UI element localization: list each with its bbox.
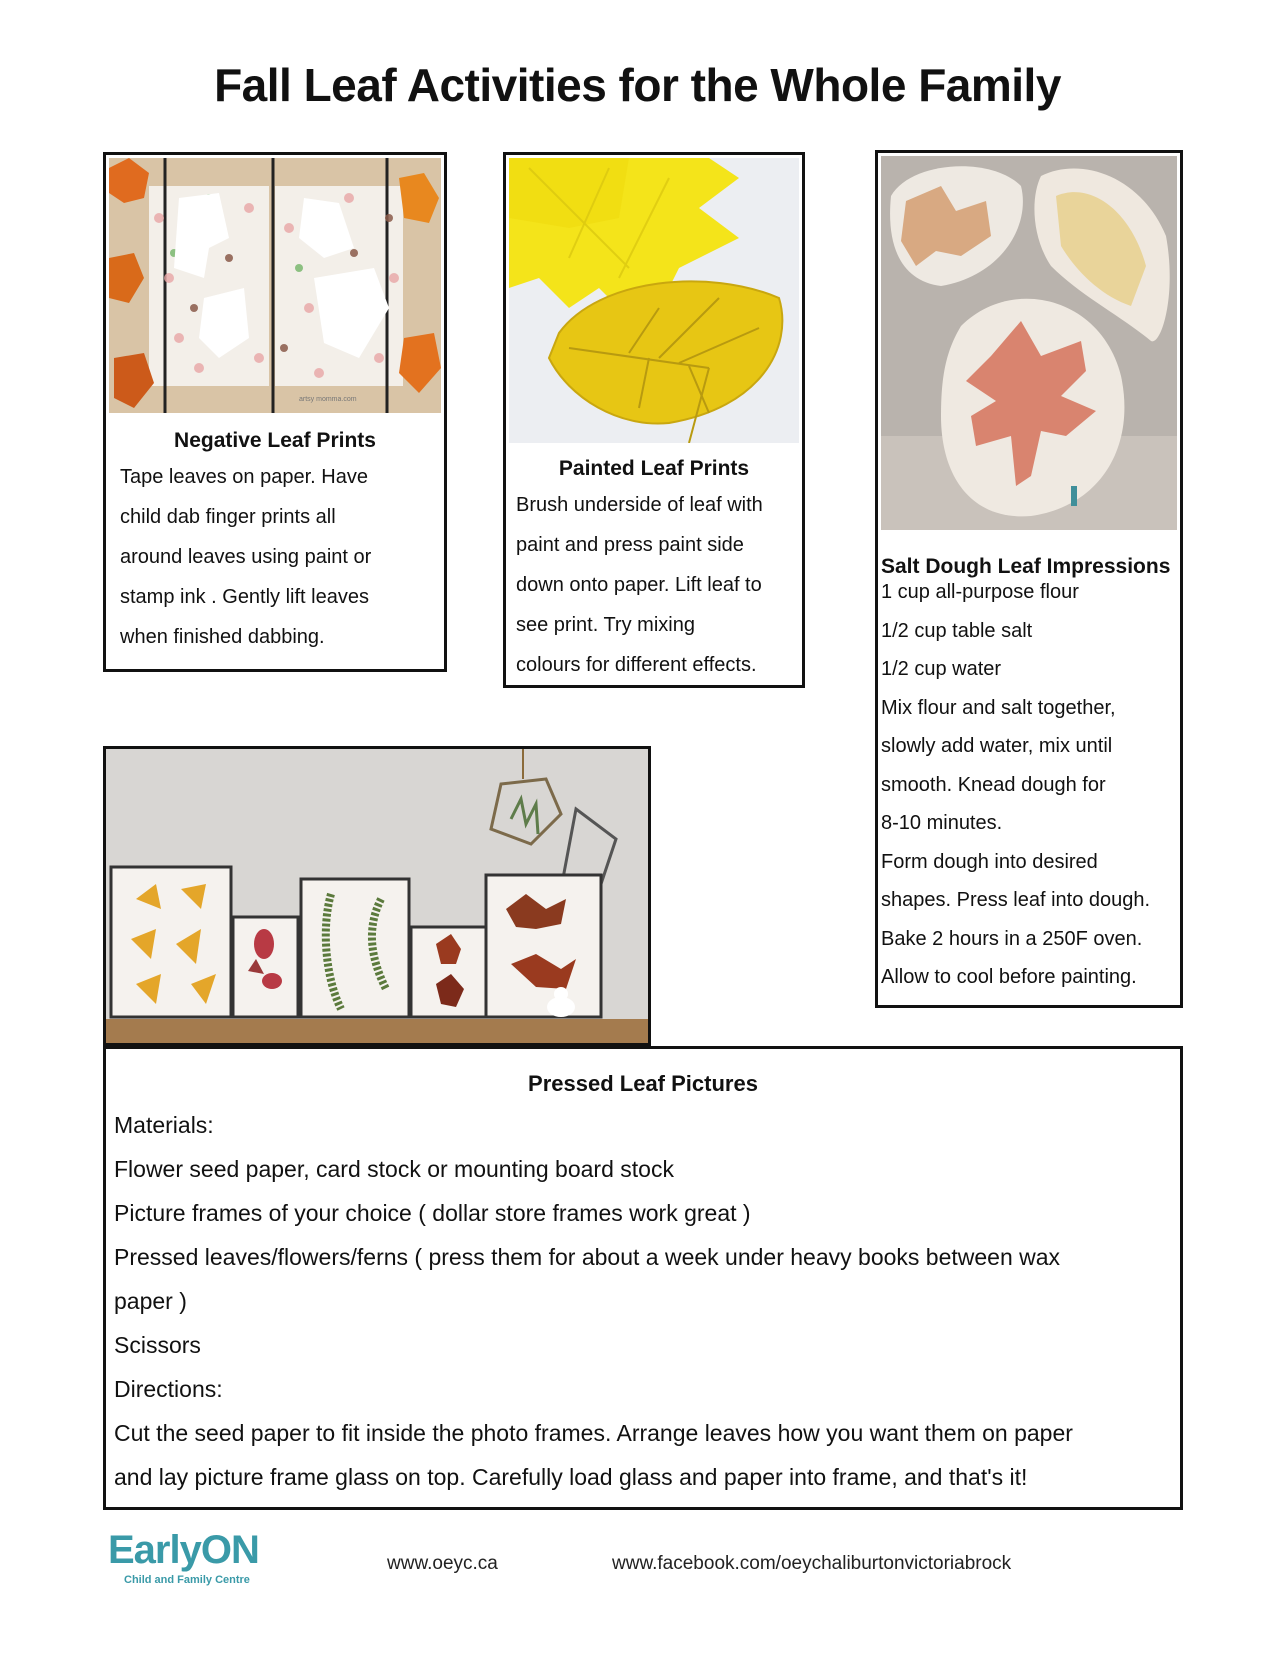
recipe-line: 1/2 cup water [881,658,1002,680]
text-line: paint and press paint side [516,534,744,556]
recipe-line: Form dough into desired [881,850,1098,873]
pressed-leaf-pictures-title: Pressed Leaf Pictures [528,1071,758,1096]
salt-dough-title: Salt Dough Leaf Impressions [881,555,1171,578]
text-line: down onto paper. Lift leaf to [516,574,762,596]
text-line: see print. Try mixing [516,614,695,636]
website-link[interactable]: www.oeyc.ca [387,1553,498,1574]
photo-watermark: artsy momma.com [299,396,357,403]
text-line: around leaves using paint or [120,546,372,568]
pressed-leaf-pictures-card [103,1046,1183,1510]
page-title: Fall Leaf Activities for the Whole Family [214,59,1061,111]
text-line: when finished dabbing. [120,626,325,648]
earlyon-logo-text: EarlyON [108,1528,259,1572]
recipe-line: Bake 2 hours in a 250F oven. [881,927,1143,950]
salt-dough-card [875,150,1183,1008]
negative-leaf-prints-card [103,152,447,672]
text-line: child dab finger prints all [120,506,336,528]
negative-leaf-prints-photo [109,158,441,413]
painted-leaf-prints-body [516,485,806,685]
earlyon-logo-subtitle: Child and Family Centre [124,1574,250,1586]
recipe-line: shapes. Press leaf into dough. [881,889,1151,911]
text-line: and lay picture frame glass on top. Carefully load glass and paper into frame, and that's it! [114,1464,1028,1490]
text-line: Materials: [114,1112,214,1138]
text-line: Cut the seed paper to fit inside the photo frames. Arrange leaves how you want them on paper [114,1420,1073,1446]
text-line: colours for different effects. [516,654,757,676]
salt-dough-photo [881,156,1177,530]
painted-leaf-prints-photo [509,158,799,443]
earlyon-logo [108,1528,288,1598]
recipe-line: 8-10 minutes. [881,812,1003,834]
recipe-line: Mix flour and salt together, [881,696,1116,719]
recipe-line: 1 cup all-purpose flour [881,581,1079,603]
pressed-leaf-frames-photo [103,746,651,1046]
text-line: Picture frames of your choice ( dollar store frames work great ) [114,1200,751,1226]
salt-dough-recipe [881,573,1183,997]
text-line: Directions: [114,1376,223,1402]
facebook-link[interactable]: www.facebook.com/oeychaliburtonvictoriabrock [612,1553,1012,1574]
text-line: Brush underside of leaf with [516,494,763,516]
negative-leaf-prints-body [120,457,446,657]
recipe-line: slowly add water, mix until [881,735,1113,757]
text-line: Pressed leaves/flowers/ferns ( press them for about a week under heavy books between wax [114,1244,1061,1270]
negative-leaf-prints-title: Negative Leaf Prints [174,429,376,452]
pressed-leaf-pictures-body [114,1103,1174,1499]
text-line: stamp ink . Gently lift leaves [120,586,369,608]
painted-leaf-prints-title: Painted Leaf Prints [558,457,750,480]
text-line: paper ) [114,1288,187,1314]
recipe-line: Allow to cool before painting. [881,966,1137,988]
text-line: Flower seed paper, card stock or mounting board stock [114,1156,674,1182]
text-line: Tape leaves on paper. Have [120,466,368,488]
recipe-line: smooth. Knead dough for [881,773,1106,796]
recipe-line: 1/2 cup table salt [881,619,1033,642]
painted-leaf-prints-card [503,152,805,688]
text-line: Scissors [114,1332,201,1358]
